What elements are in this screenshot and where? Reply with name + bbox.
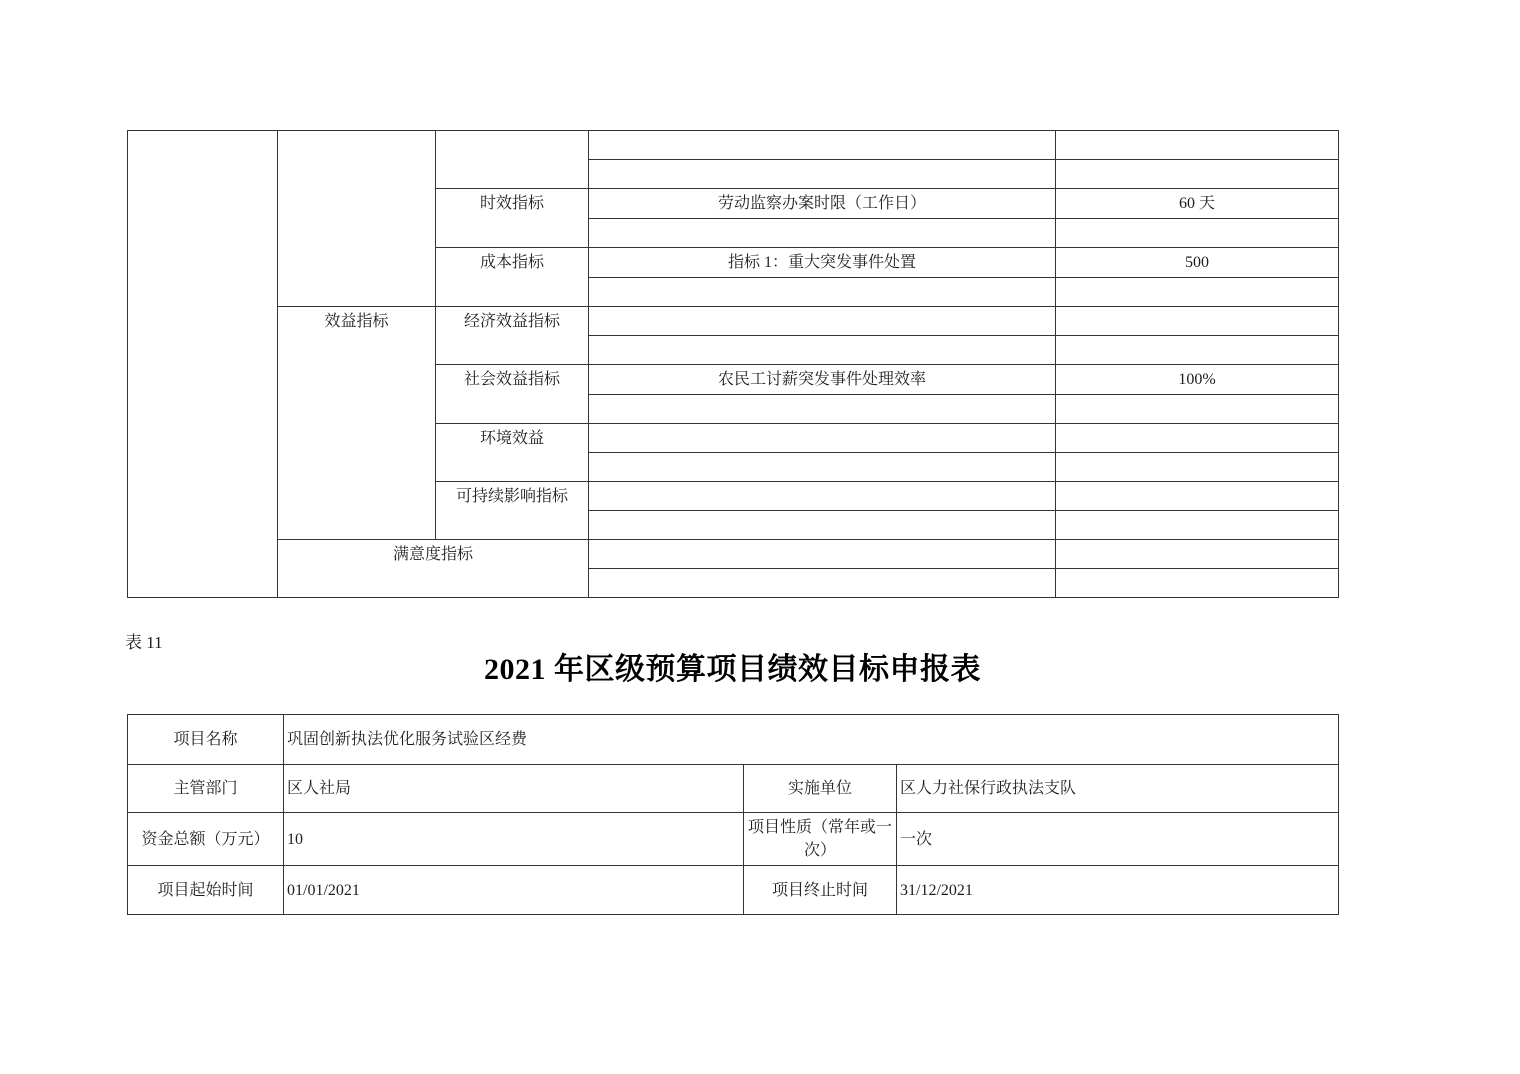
indicator-value-cell bbox=[1056, 569, 1339, 598]
indicator-content-cell bbox=[589, 453, 1056, 482]
indicator-left-merged-cell bbox=[128, 131, 278, 598]
field-label-project-name: 项目名称 bbox=[128, 715, 284, 765]
field-value-project-name: 巩固创新执法优化服务试验区经费 bbox=[284, 715, 1339, 765]
indicator-content-cell: 指标 1：重大突发事件处置 bbox=[589, 248, 1056, 278]
indicator-label-environment-benefit: 环境效益 bbox=[436, 424, 589, 482]
field-label-project-nature: 项目性质（常年或一次） bbox=[744, 813, 897, 866]
indicator-content-cell bbox=[589, 336, 1056, 365]
indicator-table bbox=[127, 130, 1339, 598]
table-caption: 表 11 bbox=[125, 633, 163, 652]
field-label-competent-department: 主管部门 bbox=[128, 765, 284, 813]
indicator-value-cell: 500 bbox=[1056, 248, 1339, 278]
indicator-content-cell bbox=[589, 307, 1056, 336]
indicator-content-cell: 劳动监察办案时限（工作日） bbox=[589, 189, 1056, 219]
indicator-value-cell: 100% bbox=[1056, 365, 1339, 395]
page-title: 2021 年区级预算项目绩效目标申报表 bbox=[484, 653, 981, 686]
indicator-content-cell bbox=[589, 395, 1056, 424]
declaration-table bbox=[127, 714, 1339, 915]
indicator-value-cell bbox=[1056, 540, 1339, 569]
field-label-start-date: 项目起始时间 bbox=[128, 866, 284, 915]
indicator-value-cell bbox=[1056, 160, 1339, 189]
field-value-competent-department: 区人社局 bbox=[284, 765, 744, 813]
indicator-value-cell bbox=[1056, 336, 1339, 365]
indicator-group-empty-cell bbox=[278, 131, 436, 307]
indicator-label-social-benefit: 社会效益指标 bbox=[436, 365, 589, 424]
indicator-content-cell bbox=[589, 219, 1056, 248]
indicator-label-cost: 成本指标 bbox=[436, 248, 589, 307]
indicator-content-cell bbox=[589, 569, 1056, 598]
indicator-value-cell bbox=[1056, 131, 1339, 160]
indicator-value-cell bbox=[1056, 395, 1339, 424]
field-label-total-funds: 资金总额（万元） bbox=[128, 813, 284, 866]
field-label-end-date: 项目终止时间 bbox=[744, 866, 897, 915]
field-label-implementing-unit: 实施单位 bbox=[744, 765, 897, 813]
indicator-value-cell bbox=[1056, 453, 1339, 482]
indicator-content-cell bbox=[589, 160, 1056, 189]
indicator-content-cell bbox=[589, 540, 1056, 569]
indicator-label-empty-cell bbox=[436, 131, 589, 189]
indicator-content-cell bbox=[589, 424, 1056, 453]
indicator-value-cell bbox=[1056, 511, 1339, 540]
indicator-group-benefit: 效益指标 bbox=[278, 307, 436, 540]
indicator-content-cell bbox=[589, 278, 1056, 307]
indicator-label-economic-benefit: 经济效益指标 bbox=[436, 307, 589, 365]
indicator-label-satisfaction: 满意度指标 bbox=[278, 540, 589, 598]
indicator-label-timeliness: 时效指标 bbox=[436, 189, 589, 248]
field-value-implementing-unit: 区人力社保行政执法支队 bbox=[897, 765, 1339, 813]
indicator-content-cell bbox=[589, 482, 1056, 511]
indicator-value-cell bbox=[1056, 424, 1339, 453]
indicator-content-cell bbox=[589, 511, 1056, 540]
field-value-end-date: 31/12/2021 bbox=[897, 866, 1339, 915]
field-value-start-date: 01/01/2021 bbox=[284, 866, 744, 915]
indicator-value-cell bbox=[1056, 219, 1339, 248]
indicator-value-cell: 60 天 bbox=[1056, 189, 1339, 219]
indicator-label-sustainability: 可持续影响指标 bbox=[436, 482, 589, 540]
indicator-value-cell bbox=[1056, 307, 1339, 336]
field-value-total-funds: 10 bbox=[284, 813, 744, 866]
field-value-project-nature: 一次 bbox=[897, 813, 1339, 866]
indicator-value-cell bbox=[1056, 482, 1339, 511]
indicator-value-cell bbox=[1056, 278, 1339, 307]
indicator-content-cell bbox=[589, 131, 1056, 160]
indicator-content-cell: 农民工讨薪突发事件处理效率 bbox=[589, 365, 1056, 395]
